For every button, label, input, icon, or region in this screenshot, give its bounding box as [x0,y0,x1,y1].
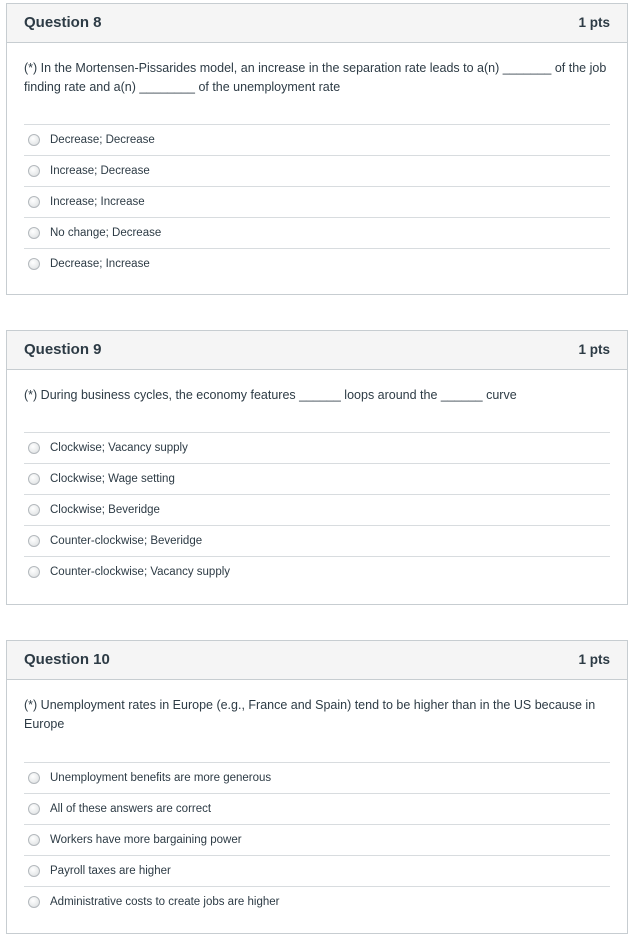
radio-button-icon[interactable] [28,834,40,846]
question-header [7,641,627,680]
answer-option[interactable] [24,494,610,525]
answer-option[interactable] [24,432,610,463]
answer-option[interactable] [24,793,610,824]
answer-list [24,432,610,587]
question-title: Question 8 [24,14,102,31]
answer-option[interactable] [24,217,610,248]
answer-option[interactable] [24,124,610,155]
radio-button-icon[interactable] [28,227,40,239]
answer-label: Counter-clockwise; Vacancy supply [50,566,231,578]
answer-option[interactable] [24,155,610,186]
answer-option[interactable] [24,855,610,886]
question-text: (*) During business cycles, the economy features ______ loops around the ______ curve [24,388,517,402]
question-title: Question 10 [24,651,110,668]
answer-option[interactable] [24,248,610,279]
question-title: Question 9 [24,341,102,358]
radio-button-icon[interactable] [28,535,40,547]
answer-label: Workers have more bargaining power [50,834,242,846]
answer-option[interactable] [24,463,610,494]
radio-button-icon[interactable] [28,442,40,454]
answer-label: Counter-clockwise; Beveridge [50,535,203,547]
question-9 [6,330,628,605]
answer-label: Decrease; Increase [50,258,150,270]
radio-button-icon[interactable] [28,196,40,208]
question-points: 1 pts [578,342,610,357]
question-body [7,680,627,917]
answer-option[interactable] [24,556,610,587]
radio-button-icon[interactable] [28,772,40,784]
question-8 [6,3,628,295]
question-header [7,331,627,370]
answer-label: Payroll taxes are higher [50,865,171,877]
radio-button-icon[interactable] [28,504,40,516]
answer-label: Increase; Increase [50,196,145,208]
question-points: 1 pts [578,652,610,667]
answer-option[interactable] [24,525,610,556]
answer-label: Clockwise; Beveridge [50,504,160,516]
question-header [7,4,627,43]
answer-label: Unemployment benefits are more generous [50,772,272,784]
answer-label: No change; Decrease [50,227,162,239]
question-body [7,370,627,587]
answer-label: Clockwise; Wage setting [50,473,175,485]
answer-option[interactable] [24,886,610,917]
radio-button-icon[interactable] [28,134,40,146]
radio-button-icon[interactable] [28,896,40,908]
question-text: (*) Unemployment rates in Europe (e.g., France and Spain) tend to be higher than in the US because in Europe [24,698,599,731]
answer-option[interactable] [24,186,610,217]
radio-button-icon[interactable] [28,803,40,815]
answer-label: All of these answers are correct [50,803,212,815]
answer-label: Increase; Decrease [50,165,150,177]
radio-button-icon[interactable] [28,258,40,270]
question-10 [6,640,628,934]
radio-button-icon[interactable] [28,473,40,485]
question-body [7,43,627,279]
answer-option[interactable] [24,762,610,793]
question-text: (*) In the Mortensen-Pissarides model, an increase in the separation rate leads to a(n) _______ of the job finding rate and a(n) ________ of the unemployment rate [24,61,610,94]
answer-label: Clockwise; Vacancy supply [50,442,188,454]
answer-option[interactable] [24,824,610,855]
radio-button-icon[interactable] [28,566,40,578]
answer-label: Decrease; Decrease [50,134,155,146]
question-points: 1 pts [578,15,610,30]
answer-list [24,124,610,279]
answer-list [24,762,610,917]
radio-button-icon[interactable] [28,165,40,177]
answer-label: Administrative costs to create jobs are higher [50,896,280,908]
radio-button-icon[interactable] [28,865,40,877]
